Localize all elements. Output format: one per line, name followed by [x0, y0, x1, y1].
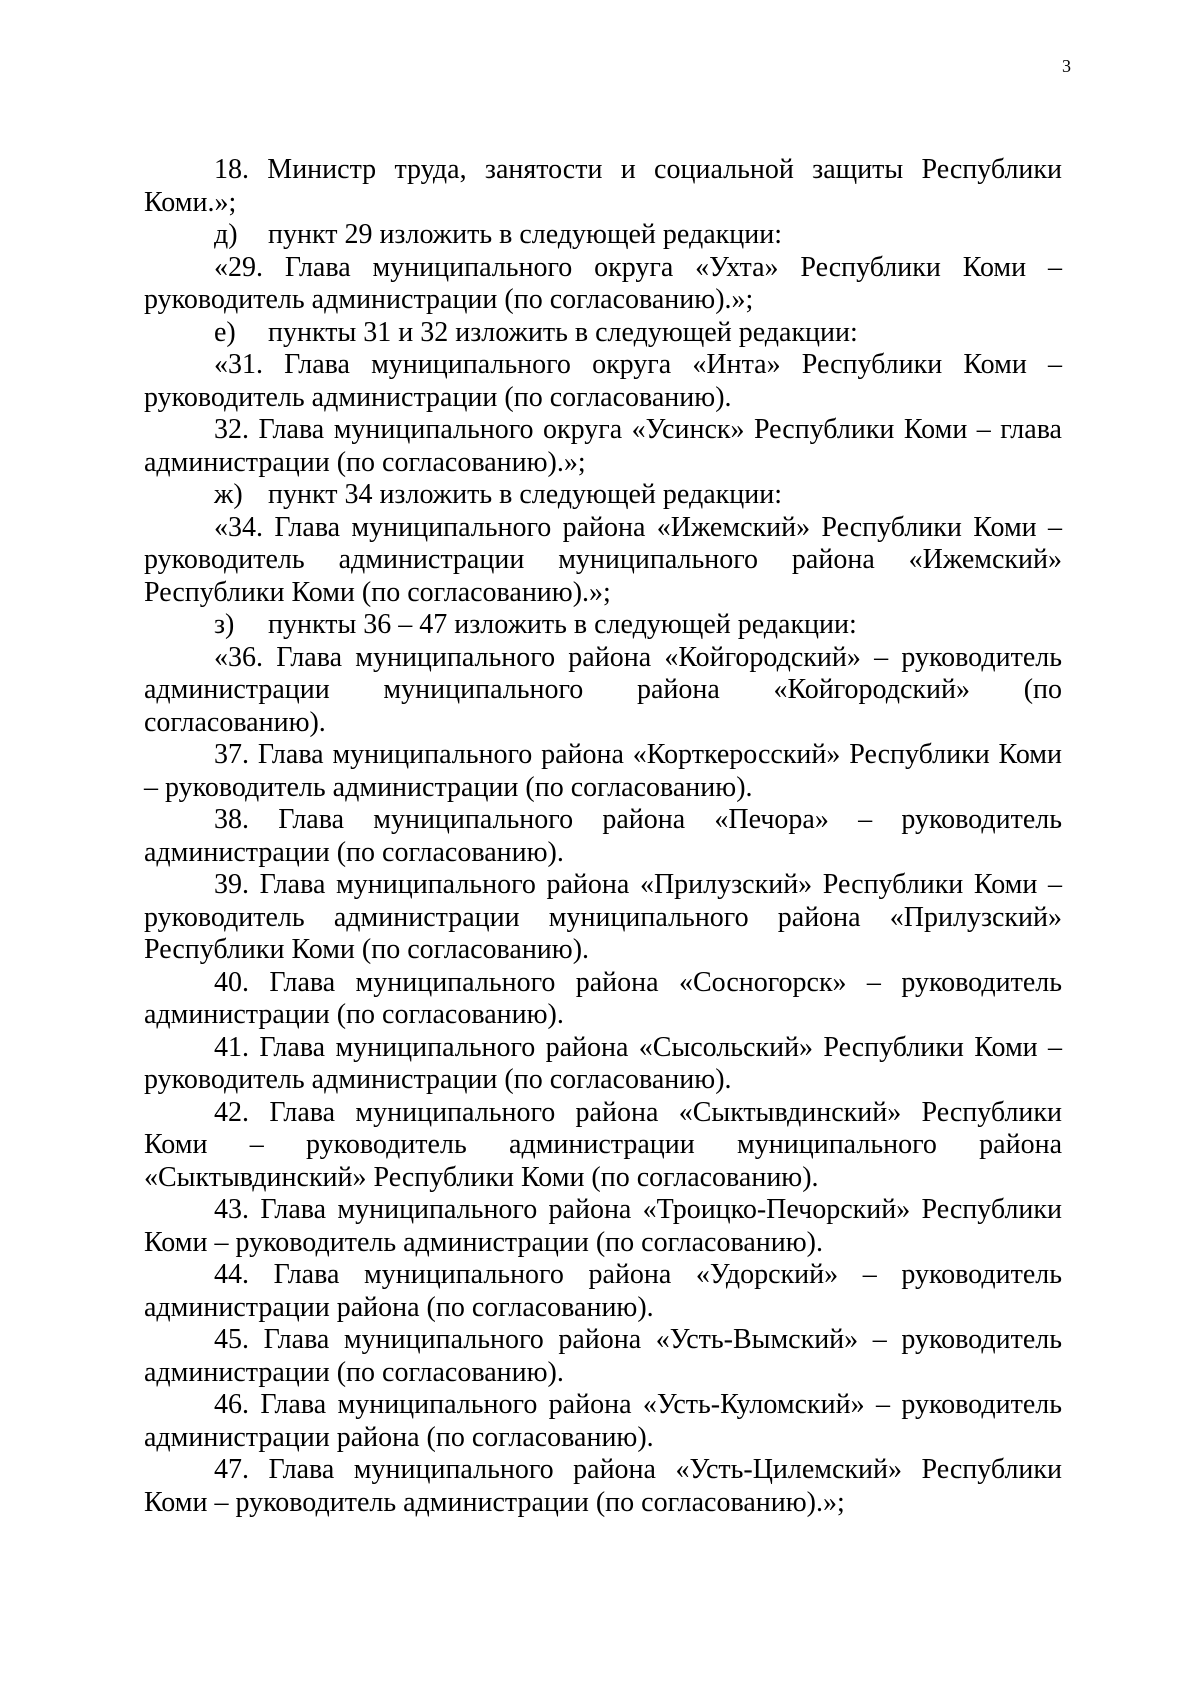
- paragraph: 42. Глава муниципального района «Сыктывдинский» Республики Коми – руководитель администрации муниципального района «Сыктывдинский» Республики Коми (по согласованию).: [144, 1096, 1062, 1193]
- paragraph: 39. Глава муниципального района «Прилузский» Республики Коми – руководитель администрации муниципального района «Прилузский» Республики Коми (по согласованию).: [144, 869, 1062, 965]
- list-item: [144, 317, 1062, 350]
- list-marker: з): [214, 609, 235, 640]
- paragraph: 43. Глава муниципального района «Троицко-Печорский» Республики Коми – руководитель администрации (по согласованию).: [144, 1194, 1062, 1258]
- list-marker: е): [214, 316, 236, 348]
- list-item-text: пункты 31 и 32 изложить в следующей редакции:: [268, 316, 858, 348]
- list-marker: д): [214, 219, 238, 250]
- list-item-text: пункты 36 – 47 изложить в следующей редакции:: [268, 609, 857, 640]
- paragraph: 38. Глава муниципального района «Печора» – руководитель администрации (по согласованию).: [144, 804, 1062, 868]
- list-item-text: пункт 34 изложить в следующей редакции:: [268, 479, 782, 510]
- paragraph: 40. Глава муниципального района «Сосногорск» – руководитель администрации (по согласованию).: [144, 966, 1062, 1030]
- paragraph: 46. Глава муниципального района «Усть-Куломский» – руководитель администрации района (по согласованию).: [144, 1389, 1062, 1453]
- page-number: 3: [1062, 56, 1071, 76]
- paragraph: 18. Министр труда, занятости и социальной защиты Республики Коми.»;: [144, 154, 1062, 218]
- paragraph: 37. Глава муниципального района «Корткеросский» Республики Коми – руководитель администрации (по согласованию).: [144, 739, 1062, 803]
- paragraph: 45. Глава муниципального района «Усть-Вымский» – руководитель администрации (по согласованию).: [144, 1324, 1062, 1388]
- paragraph: 44. Глава муниципального района «Удорский» – руководитель администрации района (по согласованию).: [144, 1259, 1062, 1323]
- list-item: [144, 479, 1062, 512]
- paragraph: «36. Глава муниципального района «Койгородский» – руководитель администрации муниципального района «Койгородский» (по согласованию).: [144, 641, 1062, 738]
- paragraph: «34. Глава муниципального района «Ижемский» Республики Коми – руководитель администрации муниципального района «Ижемский» Республики Коми (по согласованию).»;: [144, 511, 1062, 608]
- list-item: [144, 219, 1062, 252]
- document-body: [144, 154, 1062, 1519]
- paragraph: 32. Глава муниципального округа «Усинск» Республики Коми – глава администрации (по согласованию).»;: [144, 414, 1062, 478]
- list-marker: ж): [214, 479, 243, 510]
- paragraph: «29. Глава муниципального округа «Ухта» Республики Коми – руководитель администрации (по согласованию).»;: [144, 251, 1062, 315]
- paragraph: 41. Глава муниципального района «Сысольский» Республики Коми – руководитель администрации (по согласованию).: [144, 1031, 1062, 1095]
- list-item: [144, 609, 1062, 642]
- paragraph: 47. Глава муниципального района «Усть-Цилемский» Республики Коми – руководитель администрации (по согласованию).»;: [144, 1454, 1062, 1518]
- paragraph: «31. Глава муниципального округа «Инта» Республики Коми – руководитель администрации (по согласованию).: [144, 349, 1062, 413]
- list-item-text: пункт 29 изложить в следующей редакции:: [268, 219, 782, 250]
